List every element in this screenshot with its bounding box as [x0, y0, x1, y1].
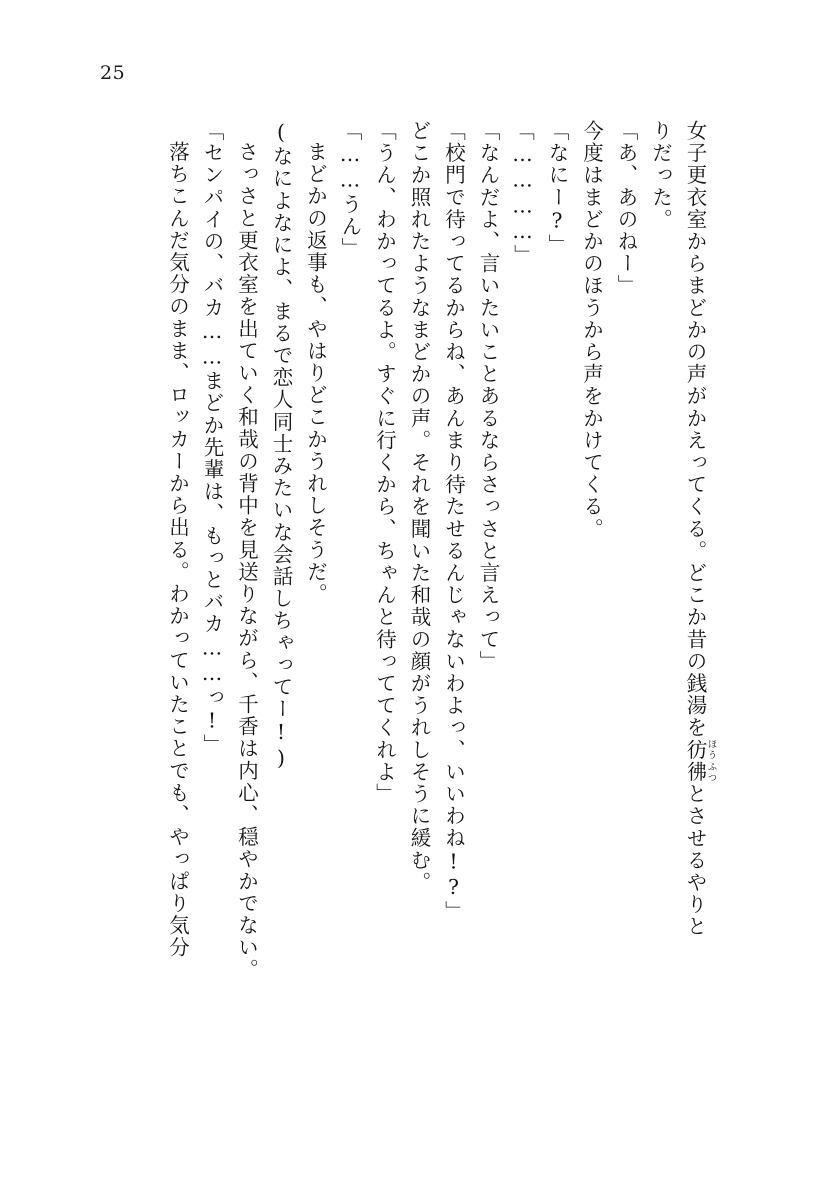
page-text-body	[56, 120, 716, 1110]
text-line: 「……うん」	[338, 120, 362, 260]
text-line: 「あ、あのねー」	[614, 120, 638, 297]
page-number: 25	[100, 62, 126, 84]
text-line: 「校門で待ってるからね、あんまり待たせるんじゃないわよっ、いいわね!?」	[441, 120, 466, 923]
text-line: 「なにー?」	[545, 120, 569, 257]
text-line: 今度はまどかのほうから声をかけてくる。	[579, 120, 604, 540]
text-line: りだった。	[648, 120, 673, 231]
text-line-segment: とさせるやりと	[683, 783, 707, 938]
ruby-reading: ほうふつ	[705, 738, 717, 783]
text-line	[678, 120, 717, 1110]
text-line: (なによなによ、まるで恋人同士みたいな会話しちゃってー!)	[269, 120, 293, 772]
text-line: 「なんだよ、言いたいことあるならさっさと言えって」	[476, 120, 500, 673]
text-line: 「うん、わかってるよ。すぐに行くから、ちゃんと待っててくれよ」	[372, 120, 397, 806]
text-line-segment: 女子更衣室からまどかの声がかえってくる。どこか昔の銭湯を	[683, 120, 707, 739]
text-line: 落ちこんだ気分のまま、ロッカーから出る。わかっていたことでも、やっぱり気分	[165, 141, 190, 959]
text-line: 「センパイの、バカ……まどか先輩は、もっとバカ……っ!」	[200, 120, 224, 757]
text-line: どこか照れたようなまどかの声。それを聞いた和哉の顔がうれしそうに緩む。	[407, 120, 431, 894]
text-line: まどかの返事も、やはりどこかうれしそうだ。	[303, 141, 328, 606]
text-line: さっさと更衣室を出ていく和哉の背中を見送りながら、千香は内心、穏やかでない。	[234, 141, 259, 981]
ruby-annotation: 彷彿ほうふつ	[683, 738, 717, 784]
text-line: 「…………」	[510, 120, 535, 267]
